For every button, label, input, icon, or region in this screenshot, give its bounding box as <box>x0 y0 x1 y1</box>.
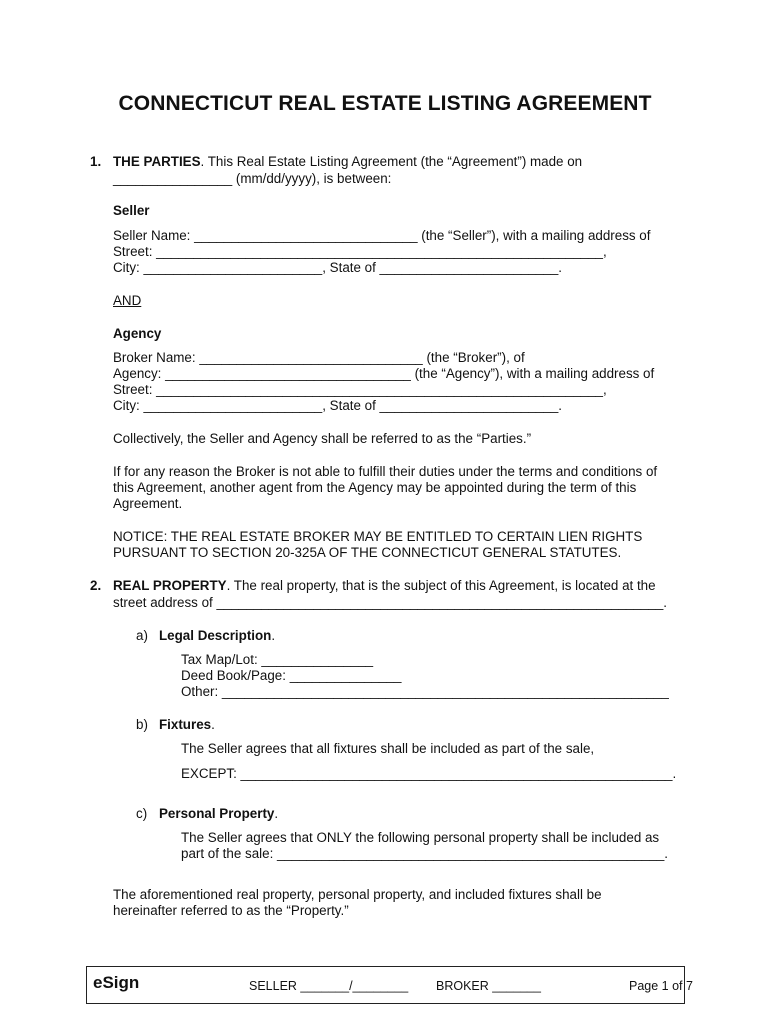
notice-line1: NOTICE: THE REAL ESTATE BROKER MAY BE ENTITLED TO CERTAIN LIEN RIGHTS <box>113 529 643 544</box>
seller-heading: Seller <box>113 203 150 218</box>
agency-heading: Agency <box>113 326 162 341</box>
agency-street-line: Street: ____________________________________________________________, <box>113 382 607 397</box>
fixtures-except-line: EXCEPT: __________________________________________________________. <box>181 766 677 781</box>
esign-logo: eSign <box>93 973 140 992</box>
personal-property-heading: Personal Property <box>159 806 275 821</box>
reason-paragraph-line2: this Agreement, another agent from the Agency may be appointed during the term of this <box>113 480 637 495</box>
closing-line1: The aforementioned real property, personal property, and included fixtures shall be <box>113 887 602 902</box>
notice-line2: PURSUANT TO SECTION 20-325A OF THE CONNECTICUT GENERAL STATUTES. <box>113 545 622 560</box>
item-b-heading-line: Fixtures. <box>159 717 215 732</box>
section-1-heading: THE PARTIES <box>113 154 201 169</box>
item-a-heading-line: Legal Description. <box>159 628 276 643</box>
agreement-date-line: ________________ (mm/dd/yyyy), is between: <box>113 171 392 186</box>
seller-city-line: City: ________________________, State of ________________________. <box>113 260 563 275</box>
and-separator: AND <box>113 293 142 308</box>
section-2-intro: . The real property, that is the subject of this Agreement, is located at the <box>226 578 656 593</box>
fixtures-line1: The Seller agrees that all fixtures shall be included as part of the sale, <box>181 741 595 756</box>
reason-paragraph-line1: If for any reason the Broker is not able to fulfill their duties under the terms and conditions of <box>113 464 658 479</box>
seller-initials-field[interactable]: SELLER _______/________ <box>249 979 409 993</box>
page-footer <box>86 966 693 1004</box>
item-a-label: a) <box>136 628 148 643</box>
personal-property-line2: part of the sale: ____________________________________________________. <box>181 846 668 861</box>
section-2-number: 2. <box>90 578 102 593</box>
section-1-intro: . This Real Estate Listing Agreement (the “Agreement”) made on <box>200 154 583 169</box>
seller-street-line: Street: ____________________________________________________________, <box>113 244 607 259</box>
collectively-paragraph: Collectively, the Seller and Agency shall be referred to as the “Parties.” <box>113 431 532 446</box>
item-c-heading-line: Personal Property. <box>159 806 279 821</box>
other-line: Other: ____________________________________________________________ <box>181 684 669 699</box>
page-number: Page 1 of 7 <box>629 979 693 993</box>
agency-city-line: City: ________________________, State of ________________________. <box>113 398 563 413</box>
agency-name-line: Agency: _________________________________ (the “Agency”), with a mailing address of <box>113 366 655 381</box>
document-title: CONNECTICUT REAL ESTATE LISTING AGREEMENT <box>118 92 652 115</box>
tax-map-line: Tax Map/Lot: _______________ <box>181 652 374 667</box>
fixtures-heading: Fixtures <box>159 717 212 732</box>
reason-paragraph-line3: Agreement. <box>113 496 183 511</box>
section-2-line1 <box>113 578 656 594</box>
deed-book-line: Deed Book/Page: _______________ <box>181 668 402 683</box>
section-1-number: 1. <box>90 154 102 169</box>
item-c-label: c) <box>136 806 148 821</box>
broker-name-line: Broker Name: ______________________________ (the “Broker”), of <box>113 350 525 365</box>
broker-initials-field[interactable]: BROKER _______ <box>436 979 541 993</box>
legal-description-heading: Legal Description <box>159 628 272 643</box>
section-2-heading: REAL PROPERTY <box>113 578 227 593</box>
seller-name-line: Seller Name: ______________________________ (the “Seller”), with a mailing address of <box>113 228 651 243</box>
street-address-line: street address of ____________________________________________________________. <box>113 595 668 610</box>
section-1-line1 <box>113 154 582 170</box>
personal-property-line1: The Seller agrees that ONLY the following personal property shall be included as <box>181 830 660 845</box>
closing-line2: hereinafter referred to as the “Property.” <box>113 903 349 918</box>
item-b-label: b) <box>136 717 148 732</box>
